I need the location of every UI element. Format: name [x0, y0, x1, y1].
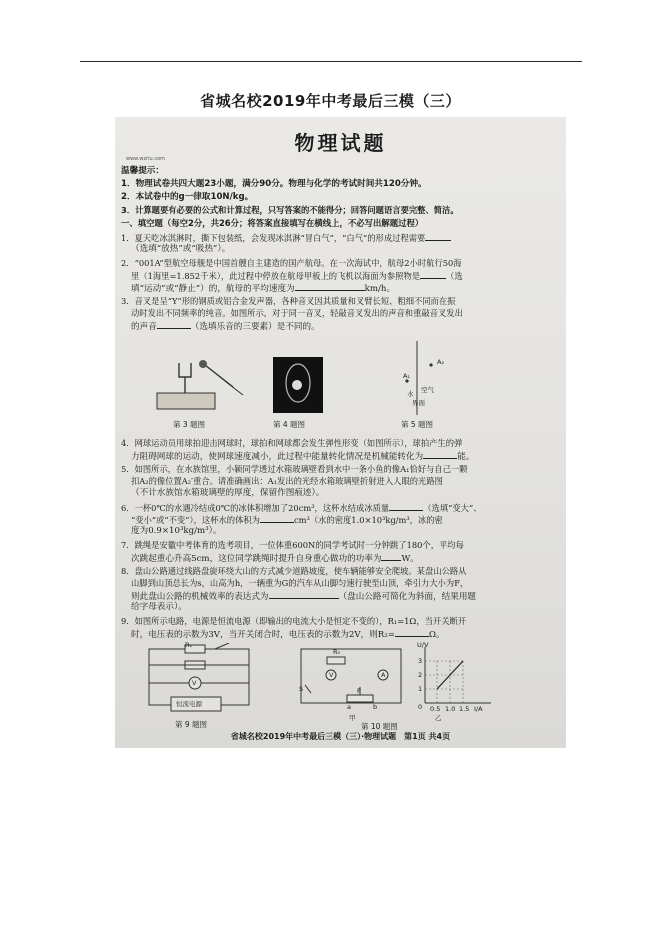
- label-ammeter-10: A: [381, 671, 386, 679]
- page-footer: 省城名校2019年中考最后三模（三）·物理试题 第1页 共4页: [230, 732, 451, 741]
- tip-1: 1．物理试卷共四大题23小题，满分90分。物理与化学的考试时间共120分钟。: [121, 179, 427, 189]
- tick-y3: 3: [418, 657, 423, 665]
- q2-text-e: km/h。: [364, 284, 396, 294]
- q3-text-a: 3．音叉是呈“Y”形的钢质或铝合金发声器，各种音叉因其质量和叉臂长短、粗细不同而在振: [121, 296, 456, 306]
- question-2-line-3: [131, 281, 566, 295]
- q8-text-b: 山脚到山顶总长为s，山高为h，一辆重为G的汽车从山脚匀速行驶至山顶，牵引力大小为F，: [131, 578, 469, 588]
- q6-blank-2[interactable]: [260, 513, 294, 523]
- q1-text-a: 1．夏天吃冰淇淋时，撕下包装纸，会发现冰淇淋“冒白气”，“白气”的形成过程需要: [121, 233, 426, 243]
- q9-text-b: 时，电压表的示数为3V，当开关闭合时，电压表的示数为2V，则R₂=: [131, 630, 395, 640]
- question-9-line-2: [131, 627, 566, 641]
- tip-3: 3．计算题要有必要的公式和计算过程，只写答案的不能得分；回答问题语言要完整、简洁。: [121, 205, 459, 215]
- label-slider-p: P: [357, 687, 361, 695]
- q2-text-c: （选: [446, 271, 463, 281]
- q6-text-e: 度为0.9×10³kg/m³）。: [131, 526, 222, 536]
- q2-blank-1[interactable]: [420, 269, 446, 279]
- q8-text-e: 给字母表示）。: [131, 602, 187, 612]
- switch-9: [215, 643, 229, 649]
- q9-text-c: Ω。: [428, 630, 445, 640]
- q3-text-c: 的声音: [131, 322, 157, 332]
- q8-text-a: 8．盘山公路通过线路盘旋环绕大山的方式减少道路坡度，使车辆能够安全爬坡。某盘山公路从: [121, 566, 467, 576]
- label-voltmeter-10: V: [329, 671, 334, 679]
- q4-blank[interactable]: [423, 449, 457, 459]
- q9-blank[interactable]: [395, 627, 429, 637]
- label-jia: 甲: [349, 714, 356, 722]
- q3-blank[interactable]: [157, 319, 191, 329]
- tennis-ball: [292, 380, 302, 390]
- label-interface: 界面: [412, 399, 425, 407]
- tick-x05: 0.5: [430, 705, 441, 713]
- label-ia-axis: I/A: [474, 705, 483, 713]
- q5-text-c: （不计水族馆水箱玻璃壁的厚度，保留作图痕迹）。: [131, 488, 325, 498]
- watermark-text: www.wzriu.com: [126, 156, 165, 162]
- label-current-source: 恒流电源: [176, 700, 202, 708]
- mallet-head: [199, 360, 207, 368]
- q7-text-c: W。: [401, 554, 419, 564]
- label-yi: 乙: [435, 714, 442, 722]
- circuit-figure-10: [297, 645, 407, 715]
- top-rule: [80, 61, 582, 62]
- label-water: 水: [407, 390, 414, 398]
- q2-text-b: 里（1海里=1.852千米），此过程中停放在航母甲板上的飞机以海面为参照物是: [131, 271, 421, 281]
- resistor-r0: [327, 657, 345, 664]
- tennis-racket-photo: [273, 357, 323, 413]
- q2-blank-2[interactable]: [295, 281, 365, 291]
- resonance-box: [157, 393, 215, 409]
- tick-x15: 1.5: [459, 705, 470, 713]
- figure-10-caption: 第 10 题图: [361, 722, 398, 731]
- q7-text-b: 次跳起重心升高5cm，这位同学跳绳时提升自身重心做功的功率为: [131, 554, 382, 564]
- label-uv-axis: U/V: [417, 641, 429, 649]
- label-end-b: b: [373, 703, 378, 711]
- question-3-line-3: [131, 319, 566, 333]
- label-a1: A₁: [403, 372, 411, 380]
- aquarium-figure: [395, 341, 485, 421]
- fork-prongs: [179, 363, 191, 377]
- tuning-fork-figure: [155, 357, 255, 417]
- q6-text-a: 6．一杯0℃的水遇冷结成0℃的冰体积增加了20cm³，这杯水结成冰质量: [121, 503, 390, 513]
- label-r0: R₀: [333, 648, 341, 656]
- q7-text-a: 7．跳绳是安徽中考体育的选考项目，一位体重600N的同学考试时一分钟跳了180个，平均每: [121, 540, 464, 550]
- paper-title: 物理试题: [294, 131, 387, 155]
- label-voltmeter-9: V: [192, 679, 197, 687]
- q8-text-d: （盘山公路可简化为斜面，结果用题: [338, 592, 477, 602]
- tick-x0: 0: [418, 703, 423, 711]
- exam-photo: [115, 117, 566, 748]
- racket-photo-svg: [273, 357, 323, 413]
- rheostat: [347, 695, 373, 702]
- q5-text-a: 5．如图所示，在水族馆里，小颖同学透过水箱玻璃壁看到水中一条小鱼的像A₁恰好与自己一颗: [121, 464, 468, 474]
- q5-text-b: 扣A₂的像位置A₂′重合。请准确画出：A₁发出的光经水箱玻璃壁折射进入人眼的光路图: [131, 476, 443, 486]
- q4-text-c: 能。: [457, 452, 475, 462]
- q9-text-a: 9．如图所示电路，电源是恒流电源（即输出的电流大小是恒定不变的），R₁=1Ω，当开关断开: [121, 616, 467, 626]
- label-switch-s: S: [299, 685, 304, 693]
- question-7-line-2: [131, 551, 566, 565]
- label-a2: A₂: [437, 358, 445, 366]
- q2-text-a: 2．“001A”型航空母舰是中国首艘自主建造的国产航母。在一次海试中，航母2小时航行50海: [121, 258, 462, 268]
- tick-y2: 2: [418, 671, 423, 679]
- tips-title: 温馨提示：: [121, 166, 164, 176]
- q3-text-b: 动时发出不同频率的纯音。如图所示，对于同一音叉，轻敲音叉发出的声音和重敲音叉发出: [131, 308, 463, 318]
- q3-text-d: （选填乐音的三要素）是不同的。: [190, 322, 320, 332]
- label-air: 空气: [421, 386, 434, 394]
- q4-text-b: 力阻碍网球的运动，使网球速度减小，此过程中能量转化情况是机械能转化为: [131, 452, 424, 462]
- question-4-line-2: [131, 449, 566, 463]
- q8-text-c: 则此盘山公路的机械效率的表达式为: [131, 592, 269, 602]
- q6-text-b: （选填“变大”、: [423, 503, 482, 513]
- figure-3-caption: 第 3 题图: [173, 420, 206, 429]
- q6-text-d: cm³（水的密度1.0×10³kg/m³，冰的密: [293, 515, 443, 525]
- section-1-heading: 一、填空题（每空2分，共26分；将答案直接填写在横线上，不必写出解题过程）: [121, 218, 424, 228]
- q1-text-b: （选填“放热”或“吸热”）。: [131, 244, 231, 254]
- q2-text-d: 填“运动”或“静止”）的，航母的平均速度为: [131, 284, 295, 294]
- u-i-graph: [415, 643, 495, 709]
- q8-blank[interactable]: [269, 589, 339, 599]
- tick-y1: 1: [418, 685, 423, 693]
- switch-10: [305, 685, 311, 693]
- q6-blank-1[interactable]: [389, 501, 423, 511]
- figure-4-caption: 第 4 题图: [273, 420, 306, 429]
- q4-text-a: 4．网球运动员用球拍迎击网球时，球拍和网球都会发生弹性形变（如图所示），球拍产生的弹: [121, 438, 463, 448]
- label-r1: R₁: [185, 641, 193, 649]
- figure-9-caption: 第 9 题图: [175, 720, 208, 729]
- q7-blank[interactable]: [381, 551, 401, 561]
- tick-x10: 1.0: [445, 705, 456, 713]
- page-title: 省城名校2019年中考最后三模（三）: [200, 92, 461, 110]
- label-end-a: a: [347, 703, 351, 711]
- tip-2: 2．本试卷中的g一律取10N/kg。: [121, 192, 254, 202]
- q1-answer-blank[interactable]: [425, 231, 451, 241]
- q6-text-c: “变小”或“不变”），这杯水的体积为: [131, 515, 260, 525]
- figure-5-caption: 第 5 题图: [401, 420, 434, 429]
- hand-outline: [225, 381, 243, 395]
- point-a2: [429, 363, 432, 366]
